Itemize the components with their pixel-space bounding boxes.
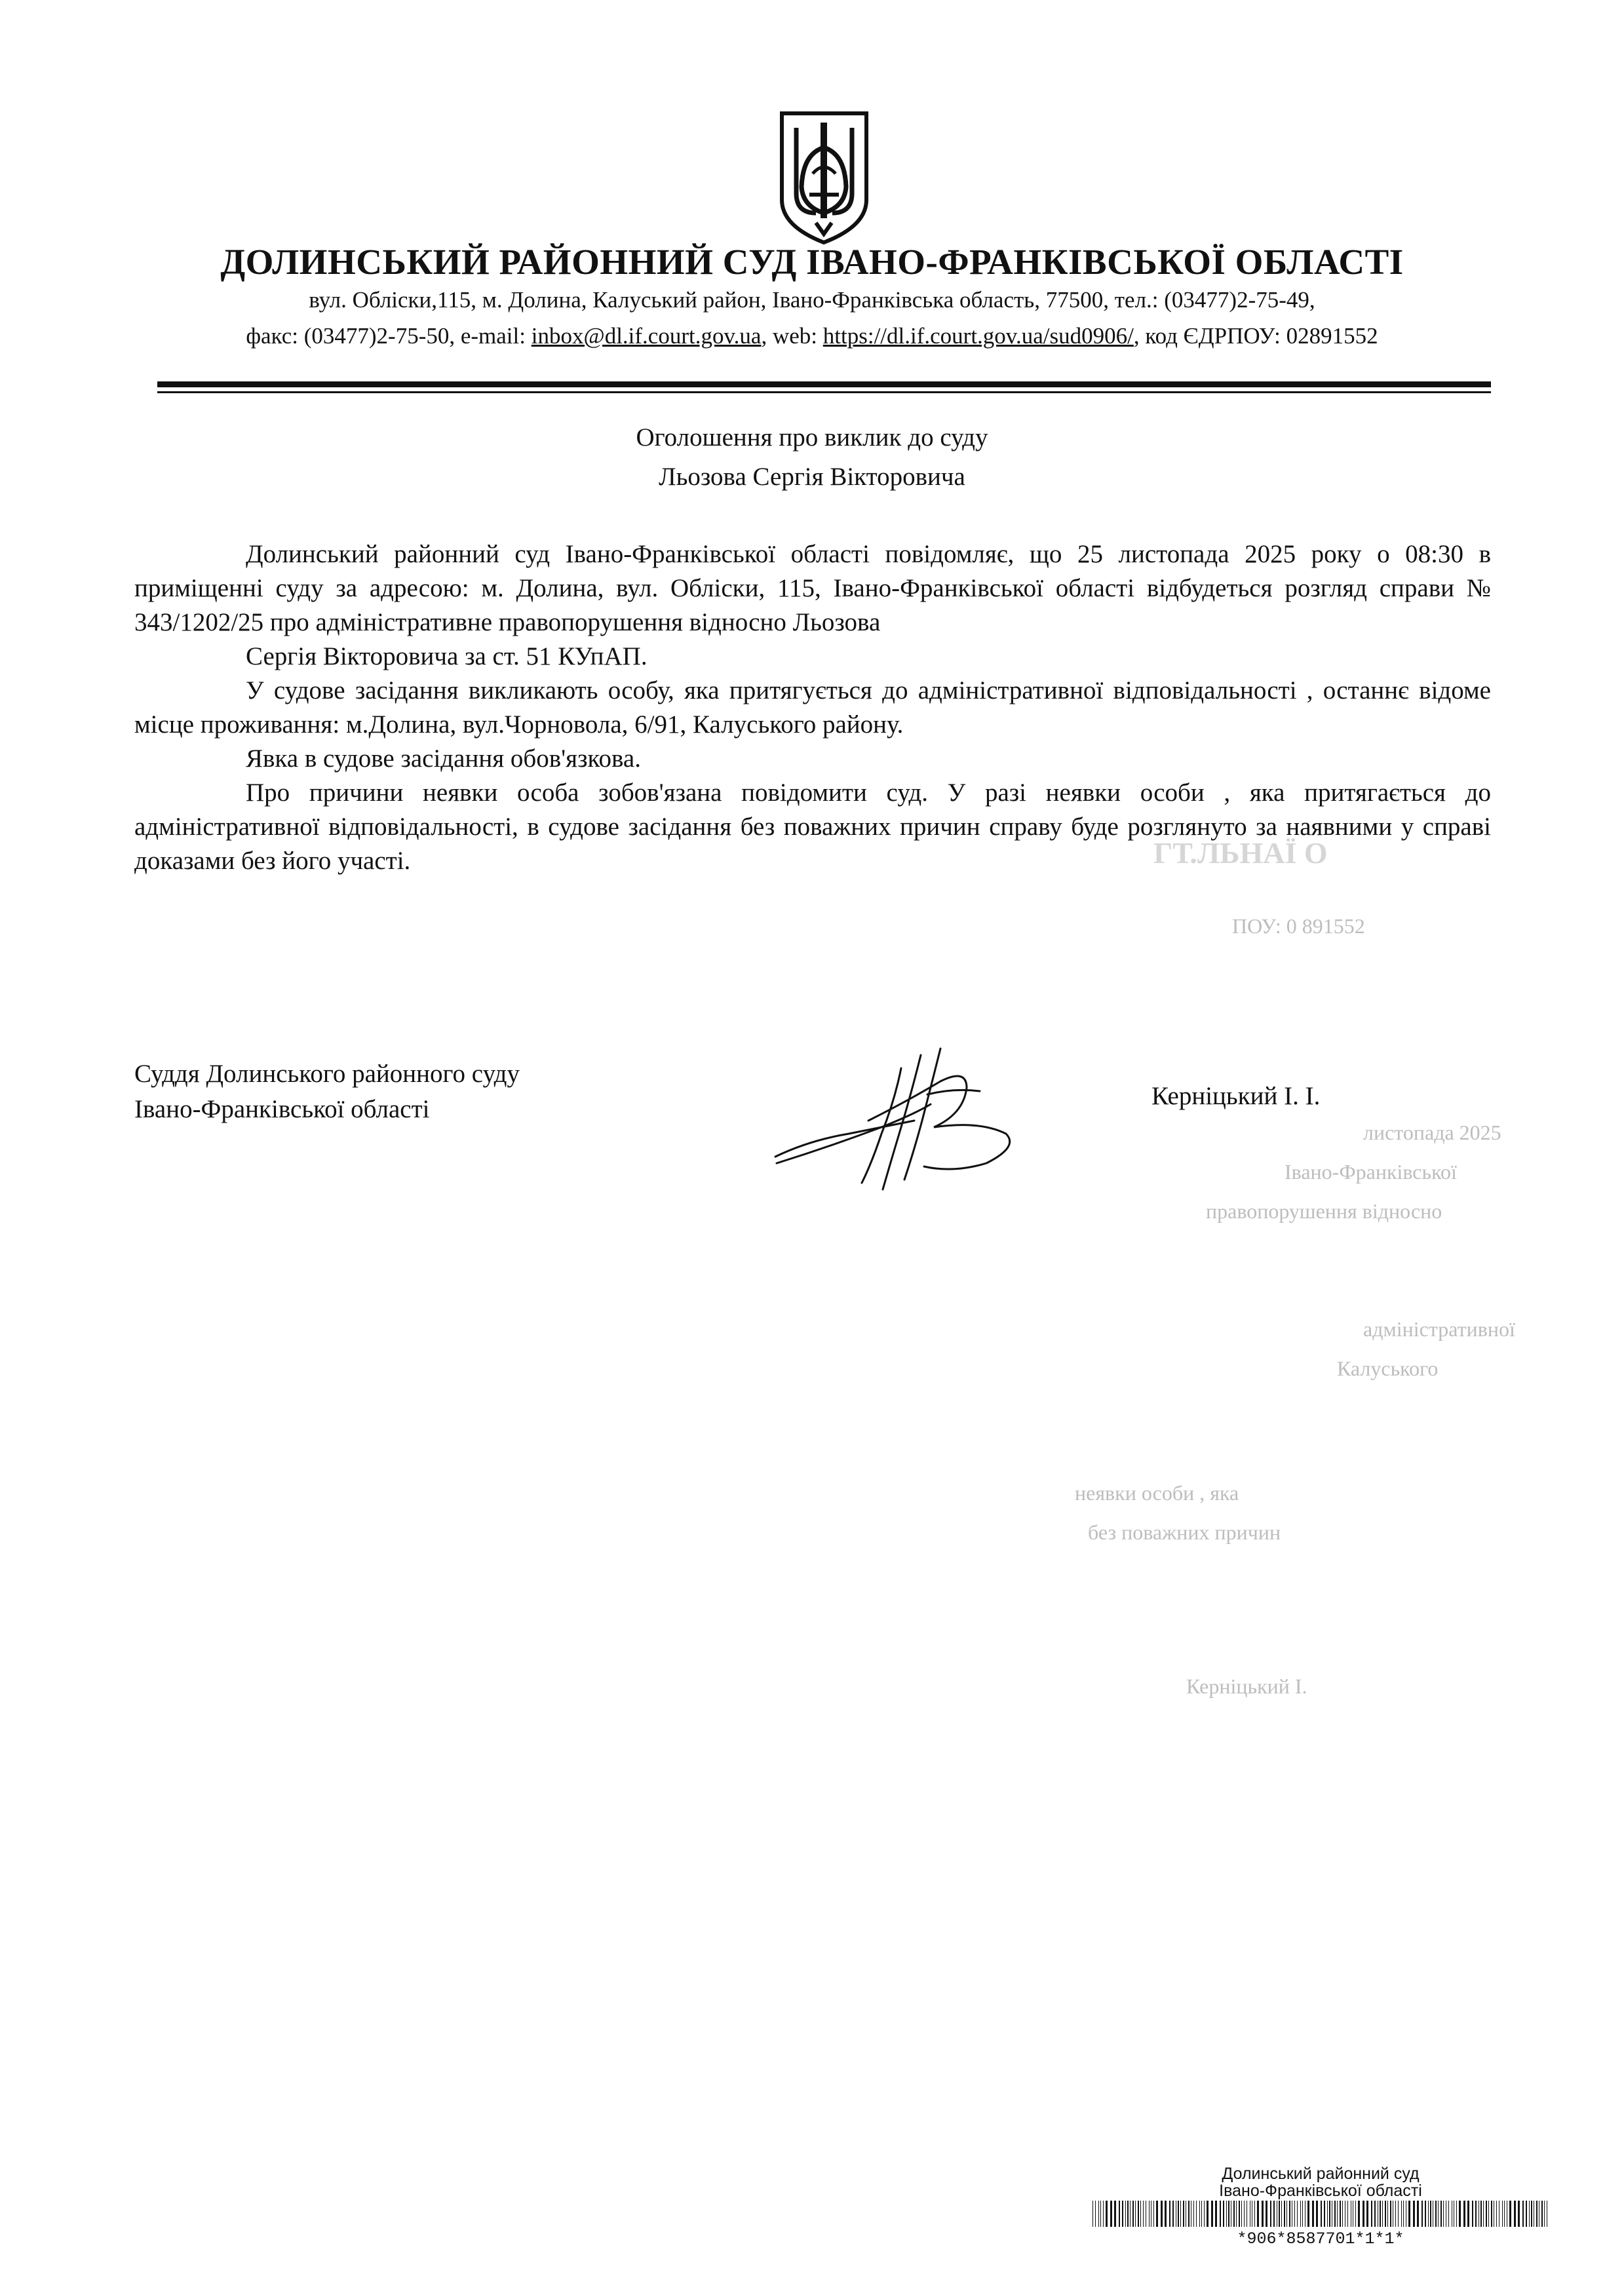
web-label: , web: (761, 323, 823, 349)
header-divider-thin (157, 391, 1491, 393)
email-link[interactable]: inbox@dl.if.court.gov.ua (531, 323, 762, 349)
document-barcode (1091, 2201, 1550, 2227)
handwritten-signature (770, 1042, 1032, 1199)
stamp-region: Івано-Франківської області (1219, 2182, 1422, 2200)
notice-subject-name: Льозова Сергія Вікторовича (659, 463, 965, 491)
notice-body (134, 537, 1491, 878)
court-contacts (0, 323, 1624, 349)
judge-name: Керніцький І. І. (1151, 1082, 1321, 1110)
barcode-number: *906*8587701*1*1* (1237, 2229, 1404, 2248)
judge-position-line1: Суддя Долинського районного суду (134, 1060, 520, 1088)
judge-position (134, 1056, 520, 1127)
court-address: вул. Обліски,115, м. Долина, Калуський район, Івано-Франківська область, 77500, тел.: (03477)2-75-49, (309, 287, 1315, 313)
body-paragraph-article: Сергія Вікторовича за ст. 51 КУпАП. (246, 642, 648, 670)
body-paragraph-hearing: Долинський районний суд Івано-Франківської області повідомляє, що 25 листопада 2025 року о 08:30 в приміщенні суду за адресою: м. Долина, вул. Обліски, 115, Івано-Франківської області відбудеться розгляд справи № 343/1202/25 про адміністративне правопорушення відносно Льозова (134, 540, 1491, 636)
body-paragraph-absence: Про причини неявки особа зобов'язана повідомити суд. У разі неявки особи , яка притягається до адміністративної відповідальності, в судове засідання без поважних причин справу буде розглянуто за наявними у справі доказами без його участі. (134, 779, 1491, 875)
body-paragraph-summons: У судове засідання викликають особу, яка притягується до адміністративної відповідальності , останнє відоме місце проживання: м.Долина, вул.Чорновола, 6/91, Калуського району. (134, 676, 1491, 739)
coat-of-arms-emblem (777, 108, 872, 246)
judge-position-line2: Івано-Франківської області (134, 1095, 430, 1123)
fax-label: факс: (03477)2-75-50, e-mail: (246, 323, 532, 349)
edrpou-code: , код ЄДРПОУ: 02891552 (1133, 323, 1378, 349)
court-name-heading: ДОЛИНСЬКИЙ РАЙОННИЙ СУД ІВАНО-ФРАНКІВСЬКОЇ ОБЛАСТІ (220, 242, 1404, 282)
notice-title: Оголошення про виклик до суду (636, 423, 988, 452)
stamp-court-name: Долинський районний суд (1222, 2165, 1420, 2183)
body-paragraph-attendance: Явка в судове засідання обов'язкова. (246, 744, 641, 773)
header-divider-thick (157, 381, 1491, 387)
website-link[interactable]: https://dl.if.court.gov.ua/sud0906/ (822, 323, 1134, 349)
